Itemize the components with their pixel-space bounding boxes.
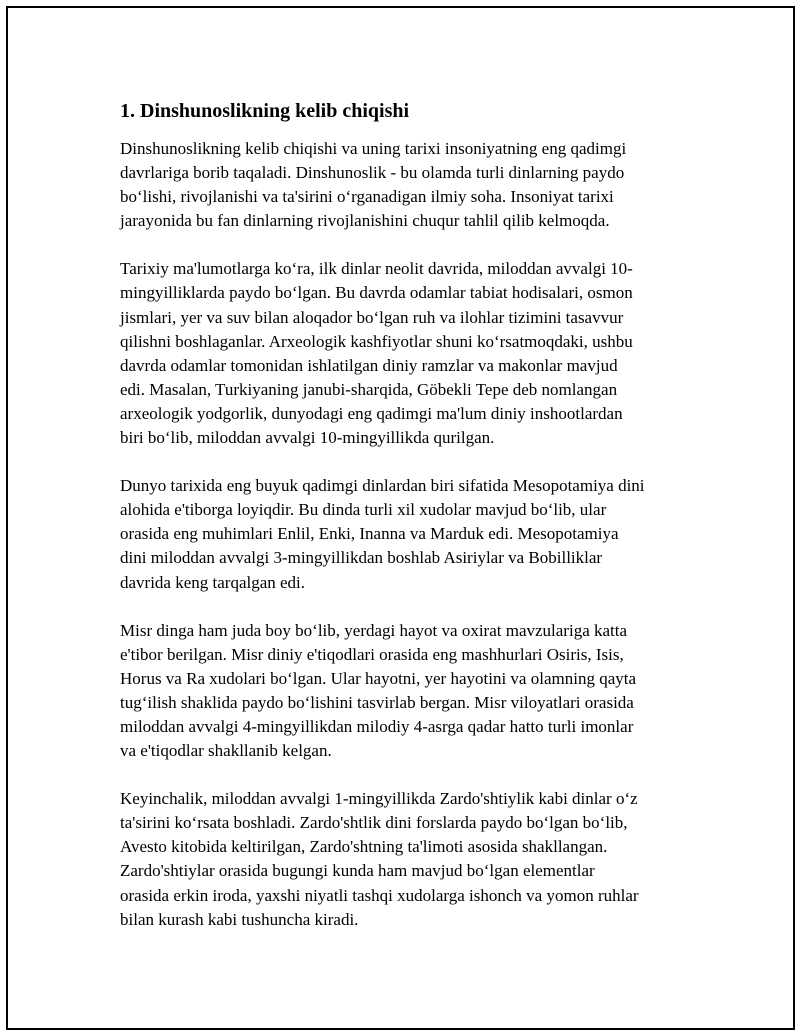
- paragraph-line: Dunyo tarixida eng buyuk qadimgi dinlardan biri sifatida Mesopotamiya dini: [120, 476, 645, 496]
- paragraph-line: va e'tiqodlar shakllanib kelgan.: [120, 741, 332, 761]
- paragraph-line: davrda odamlar tomonidan ishlatilgan diniy ramzlar va makonlar mavjud: [120, 355, 618, 375]
- document-body: [120, 98, 692, 956]
- paragraph-line: Zardo'shtiylar orasida bugungi kunda ham mavjud bo‘lgan elementlar: [120, 861, 595, 881]
- page-frame: [6, 6, 795, 1030]
- paragraph-line: qilishni boshlaganlar. Arxeologik kashfiyotlar shuni ko‘rsatmoqdaki, ushbu: [120, 331, 633, 351]
- paragraph-line: mingyilliklarda paydo bo‘lgan. Bu davrda odamlar tabiat hodisalari, osmon: [120, 283, 633, 303]
- paragraph: [120, 787, 692, 932]
- paragraph-line: biri bo‘lib, miloddan avvalgi 10-mingyillikda qurilgan.: [120, 428, 495, 448]
- section-heading: 1. Dinshunoslikning kelib chiqishi: [120, 100, 410, 122]
- paragraph-line: davrida keng tarqalgan edi.: [120, 572, 306, 592]
- paragraph-line: bilan kurash kabi tushuncha kiradi.: [120, 909, 359, 929]
- paragraph-line: miloddan avvalgi 4-mingyillikdan milodiy 4-asrga qadar hatto turli imonlar: [120, 716, 634, 736]
- paragraph-line: Tarixiy ma'lumotlarga ko‘ra, ilk dinlar neolit davrida, miloddan avvalgi 10-: [120, 259, 633, 279]
- paragraph-list: [120, 137, 692, 932]
- paragraph-line: edi. Masalan, Turkiyaning janubi-sharqida, Göbekli Tepe deb nomlangan: [120, 379, 618, 399]
- paragraph-line: jarayonida bu fan dinlarning rivojlanishini chuqur tahlil qilib kelmoqda.: [120, 211, 610, 231]
- paragraph-line: orasida erkin iroda, yaxshi niyatli tashqi xudolarga ishonch va yomon ruhlar: [120, 885, 639, 905]
- paragraph: [120, 474, 692, 594]
- paragraph-line: alohida e'tiborga loyiqdir. Bu dinda turli xil xudolar mavjud bo‘lib, ular: [120, 500, 607, 520]
- paragraph-line: jismlari, yer va suv bilan aloqador bo‘lgan ruh va ilohlar tizimini tasavvur: [120, 307, 624, 327]
- paragraph-line: Avesto kitobida keltirilgan, Zardo'shtning ta'limoti asosida shakllangan.: [120, 837, 608, 857]
- paragraph-line: arxeologik yodgorlik, dunyodagi eng qadimgi ma'lum diniy inshootlardan: [120, 403, 623, 423]
- paragraph-line: tug‘ilish shaklida paydo bo‘lishini tasvirlab bergan. Misr viloyatlari orasida: [120, 692, 634, 712]
- paragraph-line: davrlariga borib taqaladi. Dinshunoslik - bu olamda turli dinlarning paydo: [120, 163, 625, 183]
- paragraph-line: dini miloddan avvalgi 3-mingyillikdan boshlab Asiriylar va Bobilliklar: [120, 548, 603, 568]
- paragraph-line: Misr dinga ham juda boy bo‘lib, yerdagi hayot va oxirat mavzulariga katta: [120, 620, 628, 640]
- paragraph-line: orasida eng muhimlari Enlil, Enki, Inanna va Marduk edi. Mesopotamiya: [120, 524, 619, 544]
- paragraph-line: Horus va Ra xudolari bo‘lgan. Ular hayotni, yer hayotini va olamning qayta: [120, 668, 637, 688]
- paragraph: [120, 257, 692, 450]
- paragraph: [120, 137, 692, 233]
- paragraph-line: ta'sirini ko‘rsata boshladi. Zardo'shtlik dini forslarda paydo bo‘lgan bo‘lib,: [120, 813, 628, 833]
- paragraph-line: Dinshunoslikning kelib chiqishi va uning tarixi insoniyatning eng qadimgi: [120, 139, 627, 158]
- paragraph: [120, 619, 692, 764]
- paragraph-line: e'tibor berilgan. Misr diniy e'tiqodlari orasida eng mashhurlari Osiris, Isis,: [120, 644, 624, 664]
- paragraph-line: Keyinchalik, miloddan avvalgi 1-mingyillikda Zardo'shtiylik kabi dinlar o‘z: [120, 789, 638, 809]
- paragraph-line: bo‘lishi, rivojlanishi va ta'sirini o‘rganadigan ilmiy soha. Insoniyat tarixi: [120, 187, 614, 207]
